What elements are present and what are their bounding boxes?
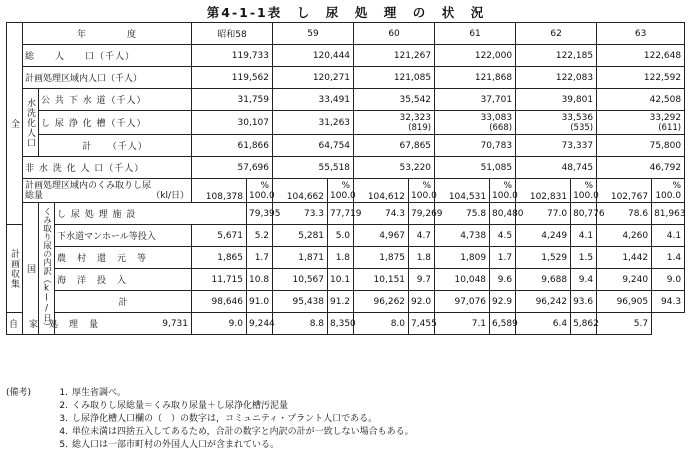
cell-pct: 7.1 — [435, 313, 490, 335]
cell-value: 102,831 — [516, 179, 571, 203]
cell-value: 1,865 — [192, 247, 247, 269]
header-row — [7, 23, 685, 45]
cell-pct: 6.4 — [516, 313, 571, 335]
row-label: 総 人 口（千人） — [23, 45, 192, 67]
row-label: 計画処理区域内人口（千人） — [23, 67, 192, 89]
cell-pct: 9.0 — [192, 313, 247, 335]
cell-value: 80,480 — [490, 203, 516, 225]
cell-pct: 9.4 — [571, 269, 597, 291]
cell-value: 10,151 — [354, 269, 409, 291]
cell-pct: 92.9 — [490, 291, 516, 313]
cell-pct: 78.6 — [597, 203, 652, 225]
row-shushu-kei — [7, 291, 685, 313]
cell-value: 80,776 — [571, 203, 597, 225]
cell-pct: 93.6 — [571, 291, 597, 313]
row-label: 海 洋 投 入 — [55, 269, 192, 291]
cell-value: 79,395 — [247, 203, 273, 225]
row-kaiyo — [7, 269, 685, 291]
note-item: 4. 単位未満は四捨五入してあるため，合計の数字と内訳の計が一致しない場合もある。 — [59, 427, 414, 437]
note-item: 3. し尿浄化槽人口欄の（ ）の数字は，コミュニティ・プラント人口である。 — [59, 414, 378, 424]
cell-pct: % 100.0 — [490, 179, 516, 203]
cell-value: 119,562 — [192, 67, 273, 89]
cell-pct: % 100.0 — [652, 179, 685, 203]
cell-pct: 5.2 — [247, 225, 273, 247]
cell-value: 122,185 — [516, 45, 597, 67]
cell-value: 11,715 — [192, 269, 247, 291]
cell-value: 104,531 — [435, 179, 490, 203]
cell-value: 32,323 (819) — [354, 111, 435, 135]
row-label: 計 （千人） — [39, 135, 192, 157]
cell-pct: 1.8 — [409, 247, 435, 269]
cell-pct: 91.2 — [328, 291, 354, 313]
cell-value: 33,292 (611) — [597, 111, 685, 135]
cell-value: 6,589 — [490, 313, 516, 335]
row-label: 下水道マンホール等投入 — [55, 225, 192, 247]
row-jokaso — [7, 111, 685, 135]
year-col: 59 — [273, 23, 354, 45]
cell-pct: 1.7 — [247, 247, 273, 269]
cell-value: 122,592 — [597, 67, 685, 89]
cell-pct: 4.7 — [409, 225, 435, 247]
cell-pct: 9.6 — [490, 269, 516, 291]
cell-pct: 1.8 — [328, 247, 354, 269]
cell-pct: 91.0 — [247, 291, 273, 313]
row-jika — [7, 313, 685, 335]
cell-pct: 74.3 — [354, 203, 409, 225]
cell-pct: 4.1 — [571, 225, 597, 247]
cell-pct: 5.0 — [328, 225, 354, 247]
cell-pct: 8.0 — [354, 313, 409, 335]
cell-value: 9,688 — [516, 269, 571, 291]
cell-value: 31,263 — [273, 111, 354, 135]
cell-pct: 92.0 — [409, 291, 435, 313]
cell-value: 7,455 — [409, 313, 435, 335]
cell-value: 1,529 — [516, 247, 571, 269]
cell-value: 1,871 — [273, 247, 328, 269]
cell-value: 9,240 — [597, 269, 652, 291]
row-shinyo-shisetsu — [7, 203, 685, 225]
note-item: 2. くみ取りし尿総量＝くみ取り尿量＋し尿浄化槽汚泥量 — [59, 401, 289, 411]
cell-pct: 10.8 — [247, 269, 273, 291]
year-col: 60 — [354, 23, 435, 45]
cell-value: 97,076 — [435, 291, 490, 313]
cell-pct: 75.8 — [435, 203, 490, 225]
cell-pct: 73.3 — [273, 203, 328, 225]
cell-value: 121,868 — [435, 67, 516, 89]
cell-value: 120,444 — [273, 45, 354, 67]
row-suisen-kei — [7, 135, 685, 157]
cell-pct: % 100.0 — [247, 179, 273, 203]
cell-value: 104,662 — [273, 179, 328, 203]
cell-value: 120,271 — [273, 67, 354, 89]
cell-value: 33,536 (535) — [516, 111, 597, 135]
cell-pct: % 100.0 — [409, 179, 435, 203]
year-col: 61 — [435, 23, 516, 45]
cell-value: 30,107 — [192, 111, 273, 135]
side-keikaku: 計画収集 — [7, 225, 23, 313]
note-item: 5. 総人口は一部市町村の外国人人口が含まれている。 — [59, 440, 280, 450]
cell-value: 35,542 — [354, 89, 435, 111]
cell-value: 39,801 — [516, 89, 597, 111]
cell-value: 81,963 — [652, 203, 685, 225]
year-col: 63 — [597, 23, 685, 45]
cell-value: 75,800 — [597, 135, 685, 157]
cell-value: 96,905 — [597, 291, 652, 313]
cell-value: 119,733 — [192, 45, 273, 67]
header-label: 年 度 — [23, 23, 192, 45]
cell-value: 122,000 — [435, 45, 516, 67]
cell-value: 10,567 — [273, 269, 328, 291]
cell-value: 55,518 — [273, 157, 354, 179]
side-suisenka: 水洗化人口 — [23, 89, 39, 157]
cell-value: 108,378 — [192, 179, 247, 203]
year-col: 62 — [516, 23, 597, 45]
cell-value: 70,783 — [435, 135, 516, 157]
cell-value: 121,267 — [354, 45, 435, 67]
row-label: 計 — [55, 291, 192, 313]
cell-pct: 1.4 — [652, 247, 685, 269]
cell-value: 31,759 — [192, 89, 273, 111]
cell-value: 1,442 — [597, 247, 652, 269]
row-label: 計画処理区域内のくみ取りし尿 総量 （kl/日） — [23, 179, 192, 203]
sewage-table — [6, 22, 685, 335]
cell-pct: 9.7 — [409, 269, 435, 291]
cell-value: 98,646 — [192, 291, 247, 313]
row-sojinko — [7, 45, 685, 67]
cell-value: 73,337 — [516, 135, 597, 157]
cell-value: 33,083 (668) — [435, 111, 516, 135]
cell-value: 121,085 — [354, 67, 435, 89]
cell-value: 53,220 — [354, 157, 435, 179]
note-item: (備考) 1. 厚生省調べ。 — [6, 388, 127, 398]
row-label: 非 水 洗 化 人 口（千人） — [23, 157, 192, 179]
row-hisuisen — [7, 157, 685, 179]
cell-value: 64,754 — [273, 135, 354, 157]
table-title: 第4-1-1表 し 尿 処 理 の 状 況 — [206, 5, 486, 20]
year-col: 昭和58 — [192, 23, 273, 45]
cell-value: 96,242 — [516, 291, 571, 313]
side-zenkoku: 全 — [7, 23, 23, 225]
cell-value: 5,862 — [571, 313, 597, 335]
row-koukyo — [7, 89, 685, 111]
cell-value: 95,438 — [273, 291, 328, 313]
cell-value: 1,809 — [435, 247, 490, 269]
row-label: し 尿 浄 化 槽（千人） — [39, 111, 192, 135]
cell-pct: 10.1 — [328, 269, 354, 291]
cell-value: 104,612 — [354, 179, 409, 203]
row-label: 自 家 処 理 量 — [7, 313, 39, 335]
cell-value: 96,262 — [354, 291, 409, 313]
row-kumitori-total — [7, 179, 685, 203]
cell-value: 46,792 — [597, 157, 685, 179]
cell-pct: 77.0 — [516, 203, 571, 225]
cell-value: 77,719 — [328, 203, 354, 225]
cell-pct: 4.5 — [490, 225, 516, 247]
cell-pct: 1.7 — [490, 247, 516, 269]
cell-value: 37,701 — [435, 89, 516, 111]
cell-pct: 4.1 — [652, 225, 685, 247]
row-keikaku-jinko — [7, 67, 685, 89]
cell-value: 67,865 — [354, 135, 435, 157]
cell-pct: 8.8 — [273, 313, 328, 335]
cell-pct: 1.5 — [571, 247, 597, 269]
row-label: し 尿 処 理 施 設 — [55, 203, 247, 225]
cell-value: 4,260 — [597, 225, 652, 247]
cell-value: 5,671 — [192, 225, 247, 247]
cell-value: 122,083 — [516, 67, 597, 89]
cell-value: 9,731 — [55, 313, 192, 335]
cell-value: 79,269 — [409, 203, 435, 225]
cell-value: 57,696 — [192, 157, 273, 179]
row-label: 公 共 下 水 道（千人） — [39, 89, 192, 111]
cell-value: 42,508 — [597, 89, 685, 111]
side-koku: 国 — [23, 203, 39, 335]
cell-value: 51,085 — [435, 157, 516, 179]
side-kumitori: くみ取り尿の内訳（kl/日） — [39, 203, 55, 335]
row-gesuido-manhole — [7, 225, 685, 247]
cell-pct: 94.3 — [652, 291, 685, 313]
cell-value: 9,244 — [247, 313, 273, 335]
cell-value: 1,875 — [354, 247, 409, 269]
cell-value: 4,967 — [354, 225, 409, 247]
cell-pct: 5.7 — [597, 313, 652, 335]
row-noson — [7, 247, 685, 269]
notes — [6, 387, 414, 452]
cell-value: 33,491 — [273, 89, 354, 111]
cell-value: 10,048 — [435, 269, 490, 291]
cell-value: 102,767 — [597, 179, 652, 203]
cell-value: 48,745 — [516, 157, 597, 179]
cell-value: 8,350 — [328, 313, 354, 335]
cell-pct: % 100.0 — [328, 179, 354, 203]
cell-value: 5,281 — [273, 225, 328, 247]
cell-pct: % 100.0 — [571, 179, 597, 203]
cell-value: 61,866 — [192, 135, 273, 157]
row-label: 農 村 還 元 等 — [55, 247, 192, 269]
cell-value: 122,648 — [597, 45, 685, 67]
cell-value: 4,738 — [435, 225, 490, 247]
cell-value: 4,249 — [516, 225, 571, 247]
cell-pct: 9.0 — [652, 269, 685, 291]
